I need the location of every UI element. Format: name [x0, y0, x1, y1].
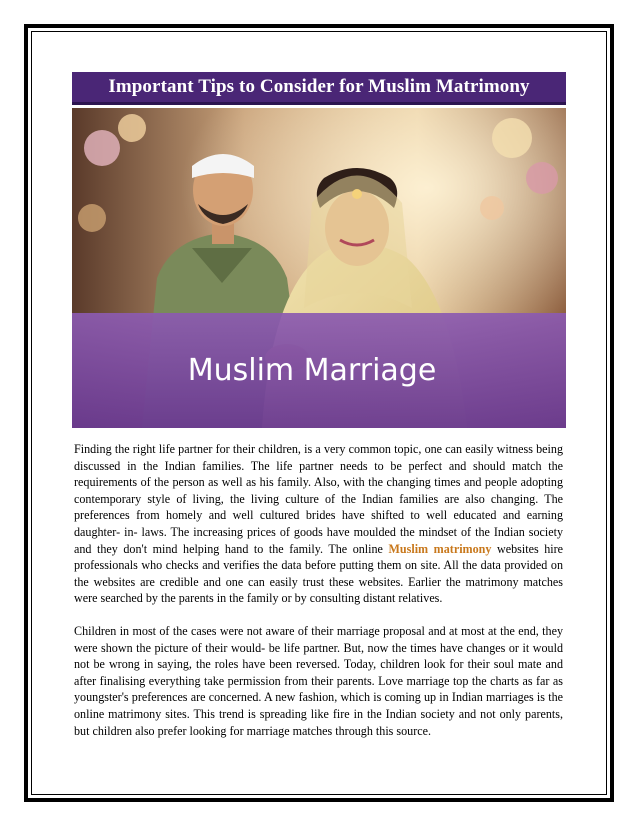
muslim-matrimony-link[interactable]: Muslim matrimony [388, 541, 492, 556]
paragraph-1-text-a: Finding the right life partner for their children, is a very common topic, one can easily witness being discussed in the Indian families. The life partner needs to be perfect and should match the requirements of the person as well as his family. Also, with the changing times and people adopting contemporary style of living, the living culture of the Indian families are also changing. The preferences from homely and well cultured brides have shifted to well educated and earning daughter- in- laws. The increasing prices of goods have moulded the mindset of the Indian society and they don't mind helping hand to the family. The online [74, 442, 563, 556]
image-caption: Muslim Marriage [187, 353, 437, 388]
paragraph-1-text-b: websites hire professionals who checks and verifies the data before putting them on site. All the data provided on the websites are credible and one can easily trust these websites. Earlier the matrimony matches were searched by the parents in the family or by consulting distant relatives. [74, 541, 564, 606]
page-title: Important Tips to Consider for Muslim Matrimony [108, 76, 530, 97]
paragraph-1 [74, 441, 563, 607]
title-banner [72, 72, 566, 105]
paragraph-2: Children in most of the cases were not aware of their marriage proposal and at most at the end, they were shown the picture of their would- be life partner. But, now the times have changes or it would not be wrong in saying, the roles have been reversed. Today, children look for their soul mate and after finalising everything take permission from their parents. Love marriage top the charts as far as youngster's preferences are concerned. A new fashion, which is coming up in Indian marriages is the online matrimony sites. This trend is spreading like fire in the Indian society and not only parents, but children also prefer looking for marriage matches through this source. [74, 623, 563, 738]
wedding-couple-photo [72, 108, 566, 428]
article-body [74, 441, 563, 755]
hero-image [72, 108, 566, 428]
